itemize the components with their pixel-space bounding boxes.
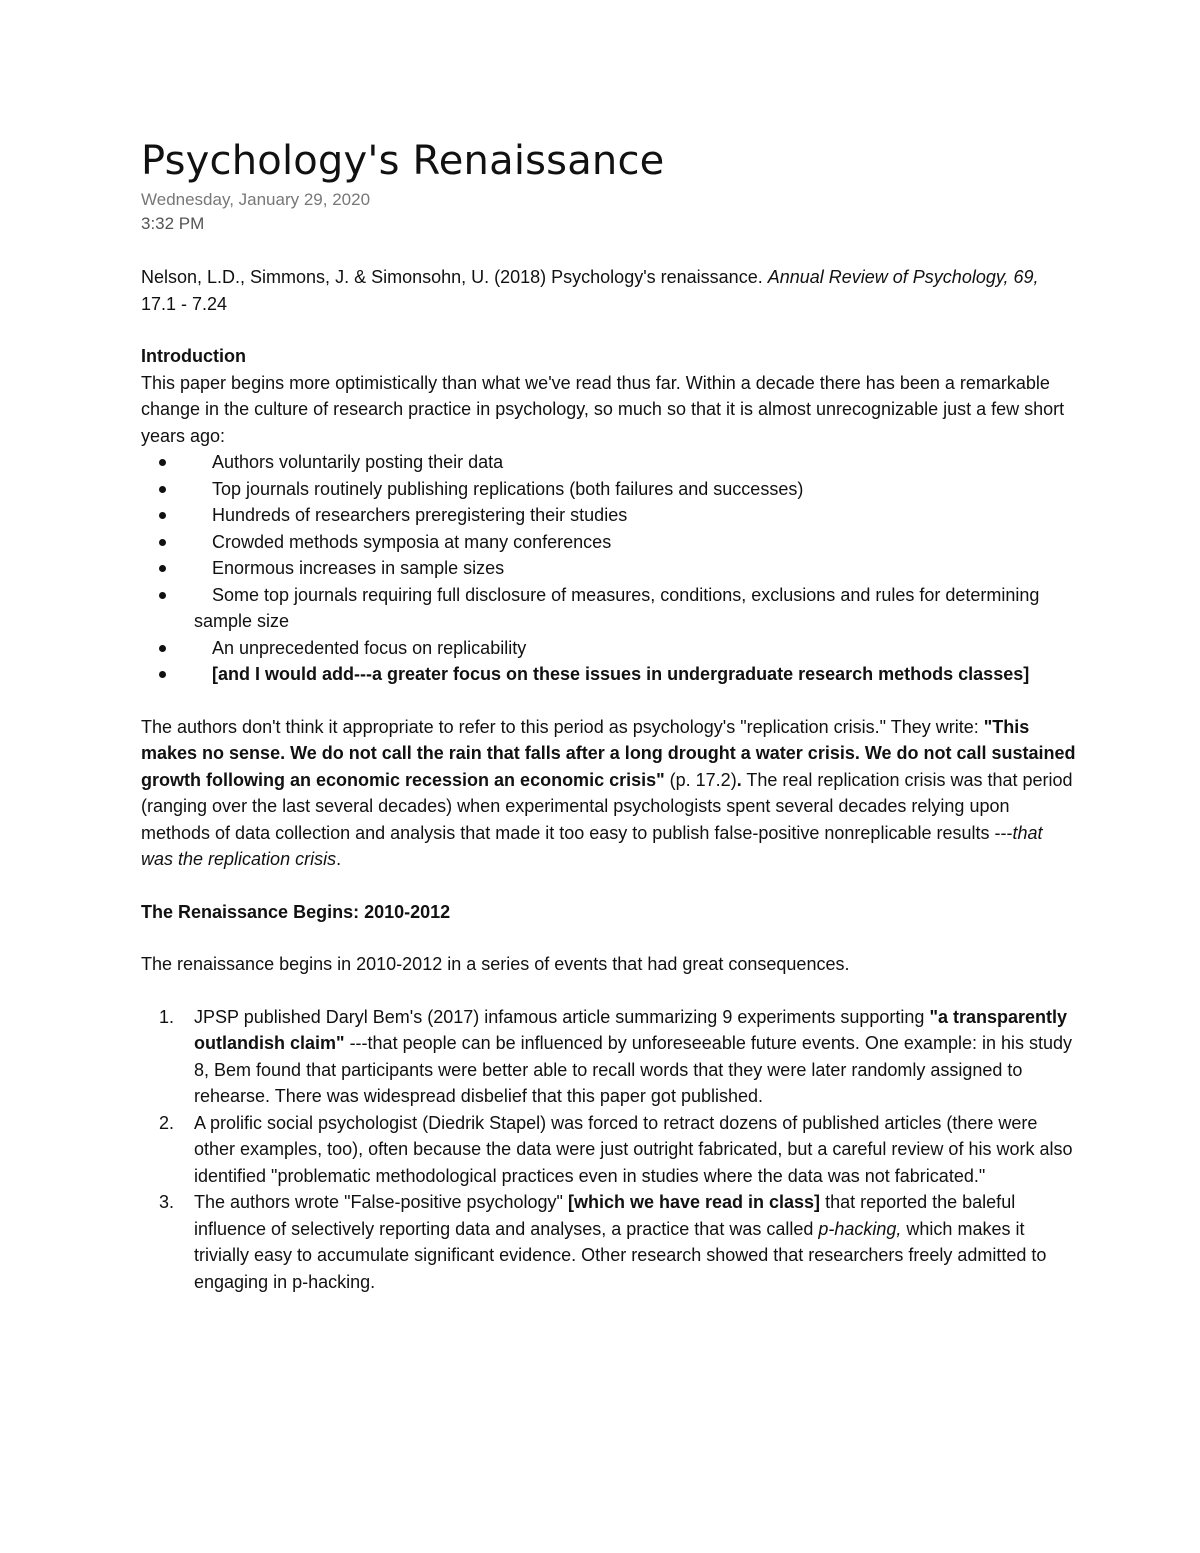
list-item: 1. JPSP published Daryl Bem's (2017) infamous article summarizing 9 experiments supporting "a transparently outlandish claim" ---that people can be influenced by unforeseeable future events. One example: in his study 8, Bem found that participants were better able to recall words that they were later randomly assigned to rehearse. There was widespread disbelief that this paper got published. [159,1006,1073,1106]
list-item: An unprecedented focus on replicability [141,635,1076,662]
list-item: 3. The authors wrote "False-positive psychology" [which we have read in class] that reported the baleful influence of selectively reporting data and analyses, a practice that was called p-hacking, which makes it trivially easy to accumulate significant evidence. Other research showed that researchers freely admitted to engaging in p-hacking. [159,1192,1047,1292]
list-item: Crowded methods symposia at many conferences [141,529,1076,556]
bullet-icon [159,565,166,572]
list-item: Authors voluntarily posting their data [141,449,1076,476]
introduction-bullet-list [141,449,1076,688]
note-body [141,264,1076,1295]
introduction-heading: Introduction [141,346,246,366]
list-item: Enormous increases in sample sizes [141,555,1076,582]
bullet-icon [159,486,166,493]
list-item: [and I would add---a greater focus on these issues in undergraduate research methods classes] [141,661,1076,688]
bullet-icon [159,539,166,546]
list-item: 2. A prolific social psychologist (Diedrik Stapel) was forced to retract dozens of published articles (there were other examples, too), often because the data were just outright fabricated, but a careful review of his work also identified "problematic methodological practices even in studies where the data was not fabricated." [159,1112,1073,1186]
introduction-paragraph: This paper begins more optimistically than what we've read thus far. Within a decade there has been a remarkable change in the culture of research practice in psychology, so much so that it is almost unrecognizable just a few short years ago: [141,372,1065,446]
note-date: Wednesday, January 29, 2020 [141,190,371,209]
bullet-icon [159,459,166,466]
list-item: Some top journals requiring full disclosure of measures, conditions, exclusions and rules for determining sample size [141,582,1076,635]
citation-authors: Nelson, L.D., Simmons, J. & Simonsohn, U. (2018) Psychology's renaissance. [141,267,768,287]
citation-journal: Annual Review of Psychology, 69, [767,267,1039,287]
note-time: 3:32 PM [141,214,205,233]
page-title: Psychology's Renaissance [141,138,665,184]
renaissance-numbered-list [141,1004,1076,1296]
list-item: Hundreds of researchers preregistering their studies [141,502,1076,529]
bullet-icon [159,645,166,652]
citation-pages: 17.1 - 7.24 [141,293,228,314]
bullet-icon [159,671,166,678]
crisis-quote: "This makes no sense. We do not call the rain that falls after a long drought a water crisis. We do not call sustained growth following an economic recession an economic crisis" [141,716,1076,790]
crisis-paragraph: The authors don't think it appropriate to refer to this period as psychology's "replication crisis." They write: "This makes no sense. We do not call the rain that falls after a long drought a water crisis. We do not call sustained growth following an economic recession an economic crisis" (p. 17.2). The real replication crisis was that period (ranging over the last several decades) when experimental psychologists spent several decades relying upon methods of data collection and analysis that made it too easy to publish false-positive nonreplicable results ---that was the replication crisis. [141,716,1076,869]
list-item: Top journals routinely publishing replications (both failures and successes) [141,476,1076,503]
bullet-icon [159,592,166,599]
bullet-icon [159,512,166,519]
renaissance-heading: The Renaissance Begins: 2010-2012 [141,901,451,922]
citation [141,264,1076,317]
renaissance-intro: The renaissance begins in 2010-2012 in a series of events that had great consequences. [141,954,850,974]
